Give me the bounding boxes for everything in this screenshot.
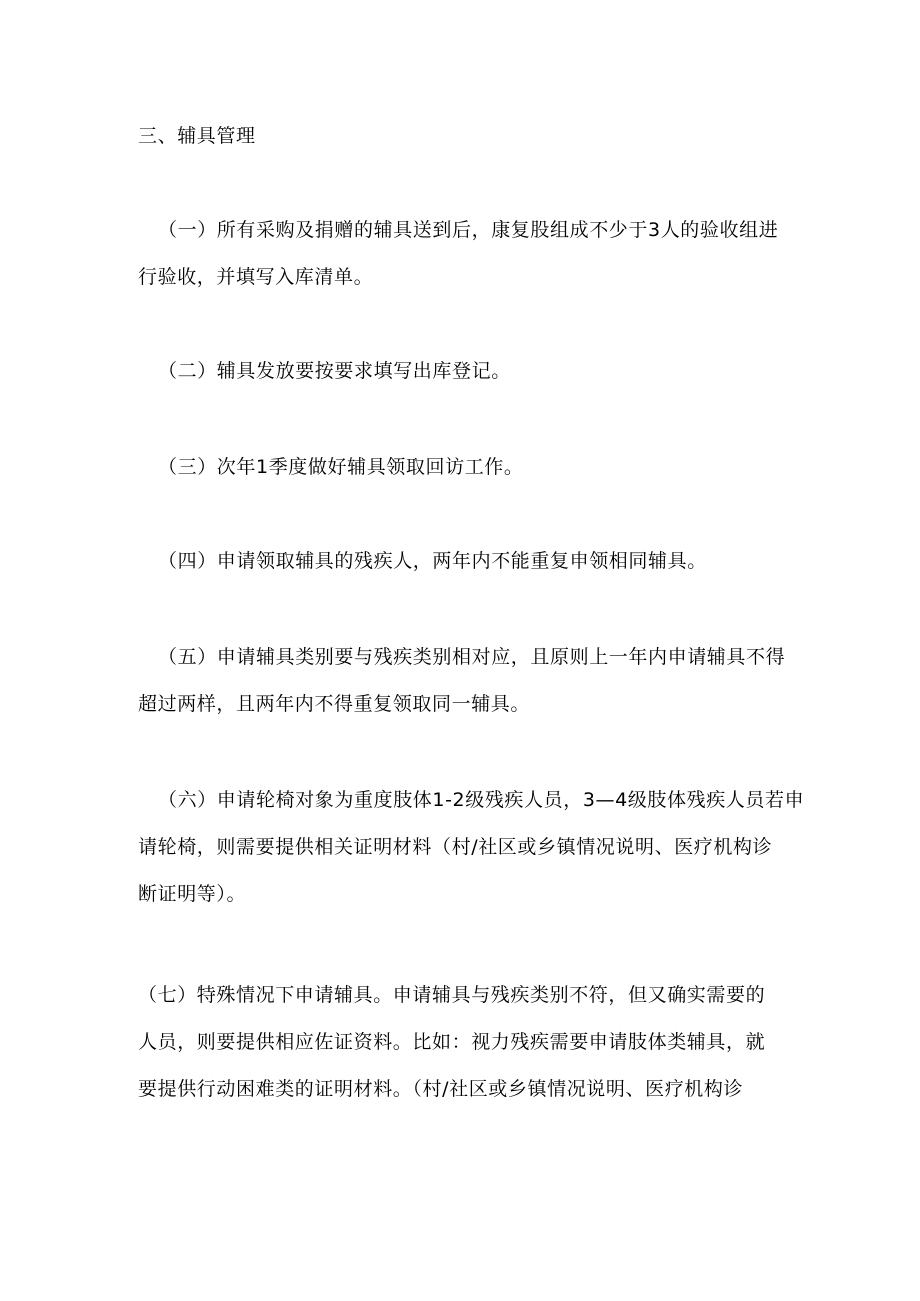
item-4-line-1: （四）申请领取辅具的残疾人，两年内不能重复申领相同辅具。	[158, 550, 707, 572]
item-7-line-2: 人员，则要提供相应佐证资料。比如：视力残疾需要申请肢体类辅具，就	[138, 1031, 766, 1053]
item-5-line-2: 超过两样，且两年内不得重复领取同一辅具。	[138, 693, 531, 715]
item-6-line-2: 请轮椅，则需要提供相关证明材料（村/社区或乡镇情况说明、医疗机构诊	[138, 836, 773, 858]
section-heading: 三、辅具管理	[138, 125, 256, 147]
item-5-line-1: （五）申请辅具类别要与残疾类别相对应，且原则上一年内申请辅具不得	[158, 646, 786, 668]
item-2-line-1: （二）辅具发放要按要求填写出库登记。	[158, 360, 511, 382]
item-1-line-1: （一）所有采购及捐赠的辅具送到后，康复股组成不少于3人的验收组进	[158, 219, 779, 241]
item-1-line-2: 行验收，并填写入库清单。	[138, 266, 374, 288]
item-7-line-1: （七）特殊情况下申请辅具。申请辅具与残疾类别不符，但又确实需要的	[138, 984, 766, 1006]
item-6-line-1: （六）申请轮椅对象为重度肢体1-2级残疾人员，3—4级肢体残疾人员若申	[158, 789, 805, 811]
item-6-line-3: 断证明等）。	[138, 883, 247, 905]
item-7-line-3: 要提供行动困难类的证明材料。（村/社区或乡镇情况说明、医疗机构诊	[138, 1078, 744, 1100]
item-3-line-1: （三）次年1季度做好辅具领取回访工作。	[158, 456, 524, 478]
